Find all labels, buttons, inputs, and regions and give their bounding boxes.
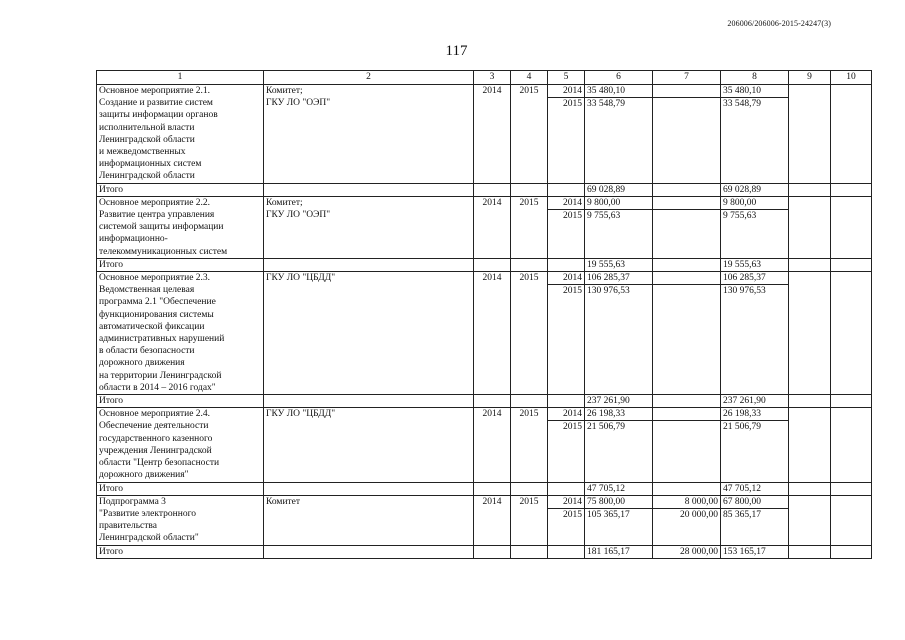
empty-cell — [789, 395, 831, 408]
header-cell: 6 — [585, 71, 653, 85]
total-federal-cell — [653, 183, 721, 196]
empty-cell — [264, 545, 474, 558]
value-line — [653, 85, 720, 98]
empty-cell — [789, 545, 831, 558]
value-line: 106 285,37 — [585, 272, 652, 285]
measure-name-line: административных нарушений — [99, 334, 225, 345]
header-cell: 8 — [721, 71, 789, 85]
executor-cell — [264, 272, 474, 395]
value-line: 105 365,17 — [587, 509, 630, 520]
col10-cell — [831, 408, 872, 482]
measure-row — [97, 196, 872, 258]
total-row — [97, 183, 872, 196]
federal-cell — [653, 85, 721, 184]
empty-cell — [474, 183, 511, 196]
total-label-cell: Итого — [97, 183, 264, 196]
executor-line: ГКУ ЛО "ЦБДД" — [266, 273, 336, 284]
header-cell: 1 — [97, 71, 264, 85]
measure-row — [97, 408, 872, 482]
total-cell — [585, 408, 653, 482]
measure-name-line: автоматической фиксации — [99, 321, 205, 332]
value-line: 2014 — [548, 408, 584, 421]
empty-cell — [264, 395, 474, 408]
regional-cell — [721, 196, 789, 258]
total-regional-cell: 47 705,12 — [721, 482, 789, 495]
value-line: 2015 — [563, 286, 582, 297]
value-line: 20 000,00 — [680, 509, 718, 520]
col9-cell — [789, 272, 831, 395]
col9-cell — [789, 85, 831, 184]
value-line: 2014 — [548, 496, 584, 509]
value-line: 85 365,17 — [723, 509, 761, 520]
measure-name-cell — [97, 196, 264, 258]
value-line: 67 800,00 — [721, 496, 788, 509]
value-line: 8 000,00 — [653, 496, 720, 509]
measure-name-line: Ленинградской области — [99, 171, 195, 182]
value-line: 2015 — [563, 99, 582, 110]
measure-row — [97, 495, 872, 545]
empty-cell — [548, 482, 585, 495]
executor-cell — [264, 196, 474, 258]
header-cell: 4 — [511, 71, 548, 85]
measure-name-line: Обеспечение деятельности — [99, 421, 209, 432]
end-year-cell: 2015 — [511, 196, 548, 258]
empty-cell — [511, 258, 548, 271]
measure-name-line: учреждения Ленинградской — [99, 445, 212, 456]
value-line: 2014 — [548, 197, 584, 210]
value-line: 35 480,10 — [721, 85, 788, 98]
regional-cell — [721, 85, 789, 184]
measure-name-line: на территории Ленинградской — [99, 370, 222, 381]
executor-line: ГКУ ЛО "ОЭП" — [266, 98, 331, 109]
executor-cell — [264, 495, 474, 545]
col9-cell — [789, 408, 831, 482]
total-row — [97, 258, 872, 271]
total-federal-cell — [653, 395, 721, 408]
empty-cell — [831, 183, 872, 196]
measure-name-line: Основное мероприятие 2.1. — [99, 86, 211, 96]
year-cell — [548, 408, 585, 482]
start-year-cell: 2014 — [474, 196, 511, 258]
total-label-cell: Итого — [97, 545, 264, 558]
measure-name-cell — [97, 272, 264, 395]
document-id: 206006/206006-2015-24247(3) — [727, 19, 831, 28]
measure-name-line: Основное мероприятие 2.3. — [99, 273, 211, 284]
measure-name-line: информационно- — [99, 234, 168, 245]
empty-cell — [831, 482, 872, 495]
total-row — [97, 395, 872, 408]
executor-line: Комитет; — [266, 197, 303, 208]
budget-table — [96, 70, 872, 559]
total-sum-cell: 19 555,63 — [585, 258, 653, 271]
year-cell — [548, 272, 585, 395]
header-cell: 9 — [789, 71, 831, 85]
value-line: 26 198,33 — [585, 408, 652, 421]
measure-name-line: дорожного движения — [99, 358, 185, 369]
empty-cell — [831, 545, 872, 558]
measure-name-line: в области безопасности — [99, 346, 195, 357]
measure-name-line: Ленинградской области — [99, 134, 195, 145]
empty-cell — [474, 482, 511, 495]
col9-cell — [789, 196, 831, 258]
total-cell — [585, 272, 653, 395]
col10-cell — [831, 495, 872, 545]
total-regional-cell: 153 165,17 — [721, 545, 789, 558]
measure-row — [97, 272, 872, 395]
value-line: 21 506,79 — [587, 422, 625, 433]
total-regional-cell: 69 028,89 — [721, 183, 789, 196]
value-line: 2014 — [548, 85, 584, 98]
total-row — [97, 482, 872, 495]
regional-cell — [721, 272, 789, 395]
col10-cell — [831, 85, 872, 184]
value-line — [655, 98, 718, 110]
executor-line: ГКУ ЛО "ЦБДД" — [266, 409, 336, 420]
federal-cell — [653, 272, 721, 395]
total-cell — [585, 85, 653, 184]
value-line: 75 800,00 — [585, 496, 652, 509]
value-line: 33 548,79 — [587, 99, 625, 110]
value-line: 2014 — [548, 272, 584, 285]
empty-cell — [548, 395, 585, 408]
empty-cell — [511, 183, 548, 196]
empty-cell — [789, 258, 831, 271]
empty-cell — [474, 258, 511, 271]
value-line: 106 285,37 — [721, 272, 788, 285]
empty-cell — [831, 395, 872, 408]
header-cell: 10 — [831, 71, 872, 85]
end-year-cell: 2015 — [511, 495, 548, 545]
start-year-cell: 2014 — [474, 408, 511, 482]
regional-cell — [721, 495, 789, 545]
federal-cell — [653, 196, 721, 258]
measure-name-line: программа 2.1 "Обеспечение — [99, 297, 216, 308]
page-number: 117 — [445, 43, 468, 59]
header-cell: 7 — [653, 71, 721, 85]
measure-name-line: телекоммуникационных систем — [99, 246, 228, 257]
value-line: 33 548,79 — [723, 99, 761, 110]
measure-name-line: Ленинградской области" — [99, 533, 199, 544]
value-line: 130 976,53 — [587, 286, 630, 297]
empty-cell — [511, 482, 548, 495]
total-federal-cell — [653, 258, 721, 271]
federal-cell — [653, 408, 721, 482]
empty-cell — [511, 545, 548, 558]
executor-line: Комитет; — [266, 86, 303, 96]
measure-name-line: Развитие центра управления — [99, 210, 215, 221]
total-federal-cell — [653, 482, 721, 495]
year-cell — [548, 85, 585, 184]
measure-name-cell — [97, 495, 264, 545]
value-line — [653, 197, 720, 210]
measure-name-line: области "Центр безопасности — [99, 458, 220, 469]
value-line: 9 755,63 — [723, 211, 757, 222]
measure-name-cell — [97, 85, 264, 184]
measure-name-line: функционирования системы — [99, 309, 214, 320]
start-year-cell: 2014 — [474, 85, 511, 184]
value-line: 2015 — [563, 422, 582, 433]
measure-name-line: правительства — [99, 521, 158, 532]
measure-name-line: Ведомственная целевая — [99, 285, 195, 296]
value-line — [653, 408, 720, 421]
value-line: 130 976,53 — [723, 286, 766, 297]
col10-cell — [831, 196, 872, 258]
value-line: 2015 — [563, 509, 582, 520]
total-sum-cell: 69 028,89 — [585, 183, 653, 196]
measure-name-line: и межведомственных — [99, 147, 186, 158]
year-cell — [548, 495, 585, 545]
start-year-cell: 2014 — [474, 272, 511, 395]
measure-name-cell — [97, 408, 264, 482]
measure-name-line: системой защиты информации — [99, 222, 224, 233]
measure-row — [97, 85, 872, 184]
end-year-cell: 2015 — [511, 272, 548, 395]
value-line: 9 800,00 — [721, 197, 788, 210]
measure-name-line: государственного казенного — [99, 433, 213, 444]
value-line: 35 480,10 — [585, 85, 652, 98]
total-label-cell: Итого — [97, 258, 264, 271]
value-line: 26 198,33 — [721, 408, 788, 421]
total-row — [97, 545, 872, 558]
total-label-cell: Итого — [97, 482, 264, 495]
total-regional-cell: 19 555,63 — [721, 258, 789, 271]
measure-name-line: области в 2014 – 2016 годах" — [99, 382, 216, 393]
value-line: 2015 — [563, 211, 582, 222]
end-year-cell: 2015 — [511, 408, 548, 482]
col10-cell — [831, 272, 872, 395]
year-cell — [548, 196, 585, 258]
federal-cell — [653, 495, 721, 545]
total-label-cell: Итого — [97, 395, 264, 408]
total-cell — [585, 495, 653, 545]
total-regional-cell: 237 261,90 — [721, 395, 789, 408]
regional-cell — [721, 408, 789, 482]
end-year-cell: 2015 — [511, 85, 548, 184]
executor-cell — [264, 408, 474, 482]
empty-cell — [548, 183, 585, 196]
total-sum-cell: 47 705,12 — [585, 482, 653, 495]
value-line — [653, 272, 720, 285]
empty-cell — [831, 258, 872, 271]
executor-cell — [264, 85, 474, 184]
measure-name-line: исполнительной власти — [99, 122, 195, 133]
empty-cell — [548, 545, 585, 558]
value-line — [655, 421, 718, 433]
total-cell — [585, 196, 653, 258]
total-federal-cell: 28 000,00 — [653, 545, 721, 558]
header-row — [97, 71, 872, 85]
measure-name-line: защиты информации органов — [99, 110, 218, 121]
empty-cell — [789, 183, 831, 196]
empty-cell — [474, 545, 511, 558]
executor-line: Комитет — [266, 496, 301, 507]
header-cell: 5 — [548, 71, 585, 85]
empty-cell — [264, 482, 474, 495]
empty-cell — [548, 258, 585, 271]
measure-name-line: дорожного движения" — [99, 470, 189, 481]
measure-name-line: Создание и развитие систем — [99, 98, 213, 109]
empty-cell — [264, 258, 474, 271]
total-sum-cell: 237 261,90 — [585, 395, 653, 408]
measure-name-line: Подпрограмма 3 — [99, 496, 166, 507]
empty-cell — [511, 395, 548, 408]
measure-name-line: Основное мероприятие 2.4. — [99, 409, 211, 420]
measure-name-line: информационных систем — [99, 159, 202, 170]
col9-cell — [789, 495, 831, 545]
empty-cell — [474, 395, 511, 408]
start-year-cell: 2014 — [474, 495, 511, 545]
value-line — [655, 210, 718, 222]
empty-cell — [789, 482, 831, 495]
value-line — [655, 285, 718, 297]
value-line: 9 755,63 — [587, 211, 621, 222]
empty-cell — [264, 183, 474, 196]
measure-name-line: Основное мероприятие 2.2. — [99, 197, 211, 208]
measure-name-line: "Развитие электронного — [99, 508, 196, 519]
value-line: 9 800,00 — [585, 197, 652, 210]
executor-line: ГКУ ЛО "ОЭП" — [266, 210, 331, 221]
value-line: 21 506,79 — [723, 422, 761, 433]
header-cell: 2 — [264, 71, 474, 85]
header-cell: 3 — [474, 71, 511, 85]
total-sum-cell: 181 165,17 — [585, 545, 653, 558]
